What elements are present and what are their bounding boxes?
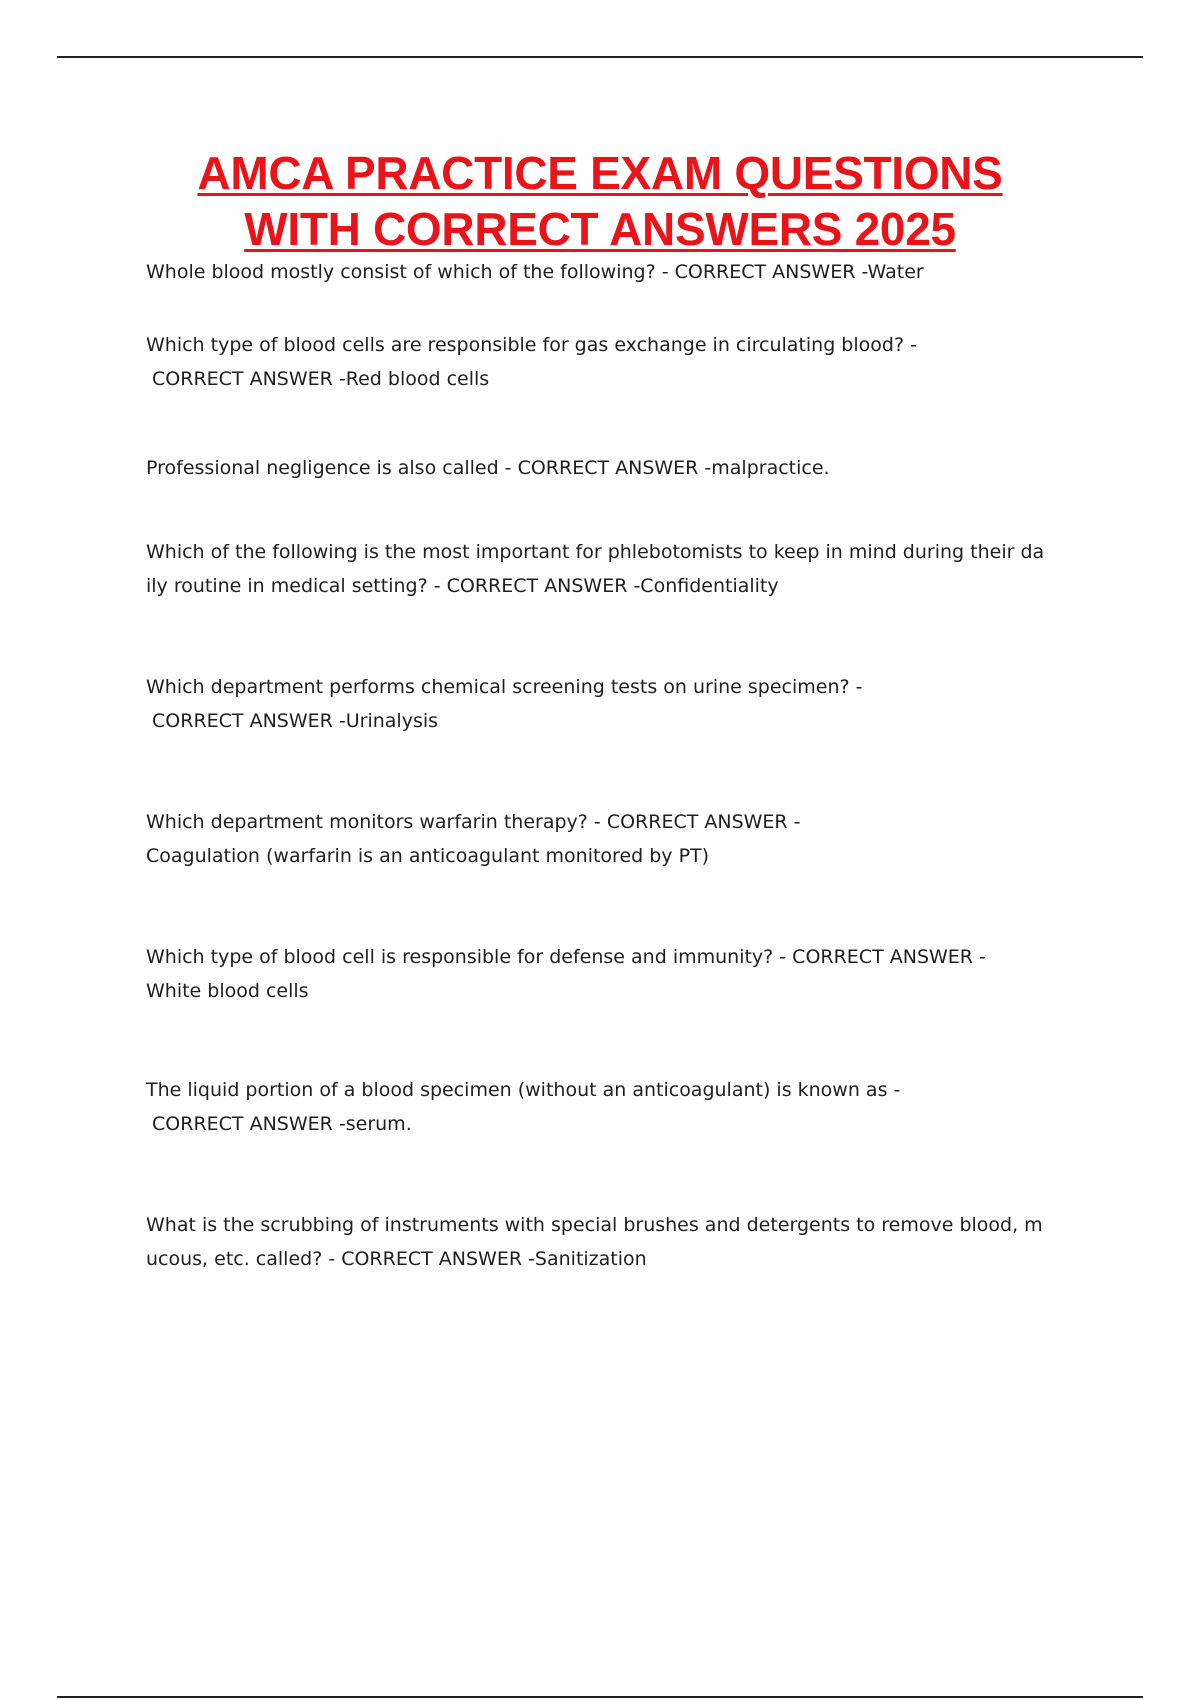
qa-line: White blood cells xyxy=(146,980,309,1002)
qa-line: What is the scrubbing of instruments with special brushes and detergents to remove blood, m xyxy=(146,1214,1043,1236)
qa-item-5 xyxy=(146,670,1086,738)
qa-line: Which type of blood cells are responsible for gas exchange in circulating blood? - xyxy=(146,334,917,356)
qa-line: Professional negligence is also called - CORRECT ANSWER -malpractice. xyxy=(146,457,830,479)
qa-line: The liquid portion of a blood specimen (without an anticoagulant) is known as - xyxy=(146,1079,901,1101)
qa-line: ily routine in medical setting? - CORRECT ANSWER -Confidentiality xyxy=(146,575,779,597)
title-line-2: WITH CORRECT ANSWERS 2025 xyxy=(244,203,956,255)
qa-line: Which department monitors warfarin therapy? - CORRECT ANSWER - xyxy=(146,811,801,833)
qa-line: Which department performs chemical screening tests on urine specimen? - xyxy=(146,676,863,698)
qa-line: Coagulation (warfarin is an anticoagulant monitored by PT) xyxy=(146,845,710,867)
qa-line: CORRECT ANSWER -Urinalysis xyxy=(146,710,439,732)
qa-line: Which type of blood cell is responsible for defense and immunity? - CORRECT ANSWER - xyxy=(146,946,986,968)
header-rule xyxy=(57,56,1143,58)
title-line-1: AMCA PRACTICE EXAM QUESTIONS xyxy=(197,147,1003,199)
qa-item-6 xyxy=(146,805,1086,873)
qa-line: Which of the following is the most important for phlebotomists to keep in mind during their da xyxy=(146,541,1045,563)
qa-line: CORRECT ANSWER -Red blood cells xyxy=(146,368,490,390)
document-title xyxy=(57,145,1143,257)
qa-item-7 xyxy=(146,940,1086,1008)
qa-line: CORRECT ANSWER -serum. xyxy=(146,1113,412,1135)
qa-line: ucous, etc. called? - CORRECT ANSWER -Sanitization xyxy=(146,1248,647,1270)
qa-item-1 xyxy=(146,255,1086,289)
qa-item-2 xyxy=(146,328,1086,396)
qa-item-4 xyxy=(146,535,1086,603)
qa-item-3 xyxy=(146,451,1086,485)
qa-item-9 xyxy=(146,1208,1086,1276)
footer-rule xyxy=(57,1696,1143,1698)
qa-item-8 xyxy=(146,1073,1086,1141)
qa-line: Whole blood mostly consist of which of the following? - CORRECT ANSWER -Water xyxy=(146,261,924,283)
